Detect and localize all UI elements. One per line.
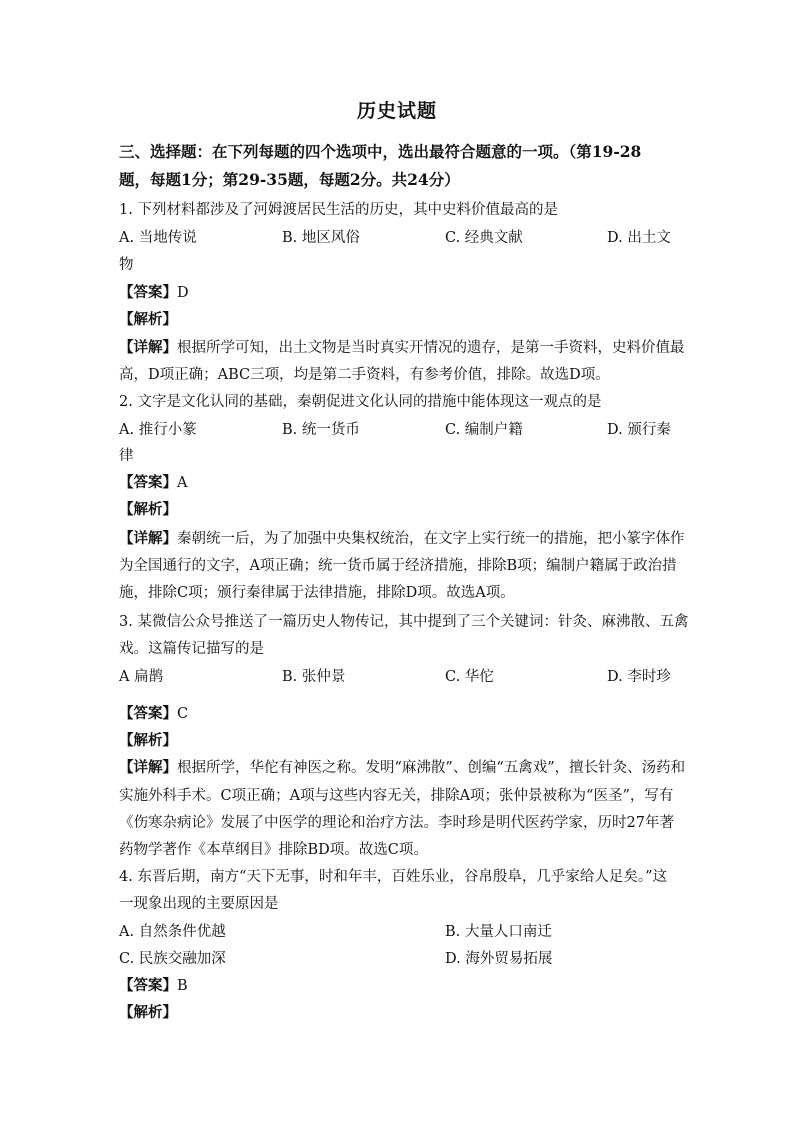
q4-option-c: C. 民族交融加深 [119,951,226,967]
section-heading-line1: 三、选择题：在下列每题的四个选项中，选出最符合题意的一项。（第19-28 [119,142,642,161]
q3-option-a: A 扁鹊 [119,669,164,685]
q2-detail-text: 秦朝统一后，为了加强中央集权统治，在文字上实行统一的措施，把小篆字体作 [177,531,685,547]
answer-label: 【答案】 [119,705,177,722]
q3-analysis-label: 【解析】 [119,732,177,749]
q4-analysis-label: 【解析】 [119,1004,177,1021]
q3-detail-line3: 《伤寒杂病论》发展了中医学的理论和治疗方法。李时珍是明代医药学家，历时27年著 [119,815,674,831]
q4-stem-line1: 4. 东晋后期，南方“天下无事，时和年丰，百姓乐业，谷帛殷阜，几乎家给人足矣。”这 [119,869,668,885]
q2-stem: 2. 文字是文化认同的基础，秦朝促进文化认同的措施中能体现这一观点的是 [119,394,602,410]
q2-detail-line2: 为全国通行的文字，A项正确；统一货币属于经济措施，排除B项；编制户籍属于政治措 [119,558,677,574]
q2-detail-line1 [119,529,685,549]
q1-option-a: A. 当地传说 [119,230,197,246]
q4-answer-value: B [177,978,188,994]
q2-option-wrap: 律 [119,448,134,464]
q4-stem-line2: 一现象出现的主要原因是 [119,896,279,912]
q1-option-b: B. 地区风俗 [282,230,360,246]
q2-option-d: D. 颁行秦 [607,422,671,438]
q1-answer-value: D [177,285,189,301]
q1-option-wrap: 物 [119,257,134,273]
q4-option-a: A. 自然条件优越 [119,924,226,940]
q4-option-b: B. 大量人口南迁 [445,924,552,940]
q4-option-d: D. 海外贸易拓展 [445,951,553,967]
q1-analysis-label: 【解析】 [119,311,177,328]
q3-detail-line2: 实施外科手术。C项正确；A项与这些内容无关，排除A项；张仲景被称为“医圣”，写有 [119,788,674,804]
q3-detail-text: 根据所学，华佗有神医之称。发明“麻沸散”、创编“五禽戏”，擅长针灸、汤药和 [177,760,686,776]
q3-stem-line2: 戏。这篇传记描写的是 [119,641,264,657]
q2-detail-line3: 施，排除C项；颁行秦律属于法律措施，排除D项。故选A项。 [119,585,515,601]
q3-option-b: B. 张仲景 [282,669,346,685]
q3-answer [119,704,679,724]
q3-stem-line1: 3. 某微信公众号推送了一篇历史人物传记，其中提到了三个关键词：针灸、麻沸散、五禽 [119,614,689,630]
q3-option-d: D. 李时珍 [607,669,671,685]
answer-label: 【答案】 [119,284,177,301]
q1-option-c: C. 经典文献 [445,230,523,246]
q2-option-b: B. 统一货币 [282,422,360,438]
q3-option-c: C. 华佗 [445,669,494,685]
section-heading-line2: 题，每题1分；第29-35题，每题2分。共24分） [119,170,460,189]
q1-detail-line2: 高，D项正确；ABC三项，均是第二手资料，有参考价值，排除。故选D项。 [119,367,610,383]
q1-detail-text: 根据所学可知，出土文物是当时真实开情况的遗存，是第一手资料，史料价值最 [177,340,685,356]
detail-label: 【详解】 [119,759,177,776]
q2-answer-value: A [177,475,188,491]
q3-answer-value: C [177,706,189,722]
q2-answer [119,473,679,493]
q2-analysis-label: 【解析】 [119,501,177,518]
q2-option-c: C. 编制户籍 [445,422,523,438]
answer-label: 【答案】 [119,977,177,994]
q1-option-d: D. 出土文 [607,230,671,246]
q1-answer [119,283,679,303]
q3-detail-line1 [119,758,686,778]
page-title: 历史试题 [356,100,437,122]
detail-label: 【详解】 [119,339,177,356]
q2-option-a: A. 推行小篆 [119,422,197,438]
q1-stem: 1. 下列材料都涉及了河姆渡居民生活的历史，其中史料价值最高的是 [119,202,558,218]
q1-detail-line1 [119,338,685,358]
q4-answer [119,976,679,996]
answer-label: 【答案】 [119,474,177,491]
detail-label: 【详解】 [119,530,177,547]
q3-detail-line4: 药物学著作《本草纲目》排除BD项。故选C项。 [119,842,428,858]
